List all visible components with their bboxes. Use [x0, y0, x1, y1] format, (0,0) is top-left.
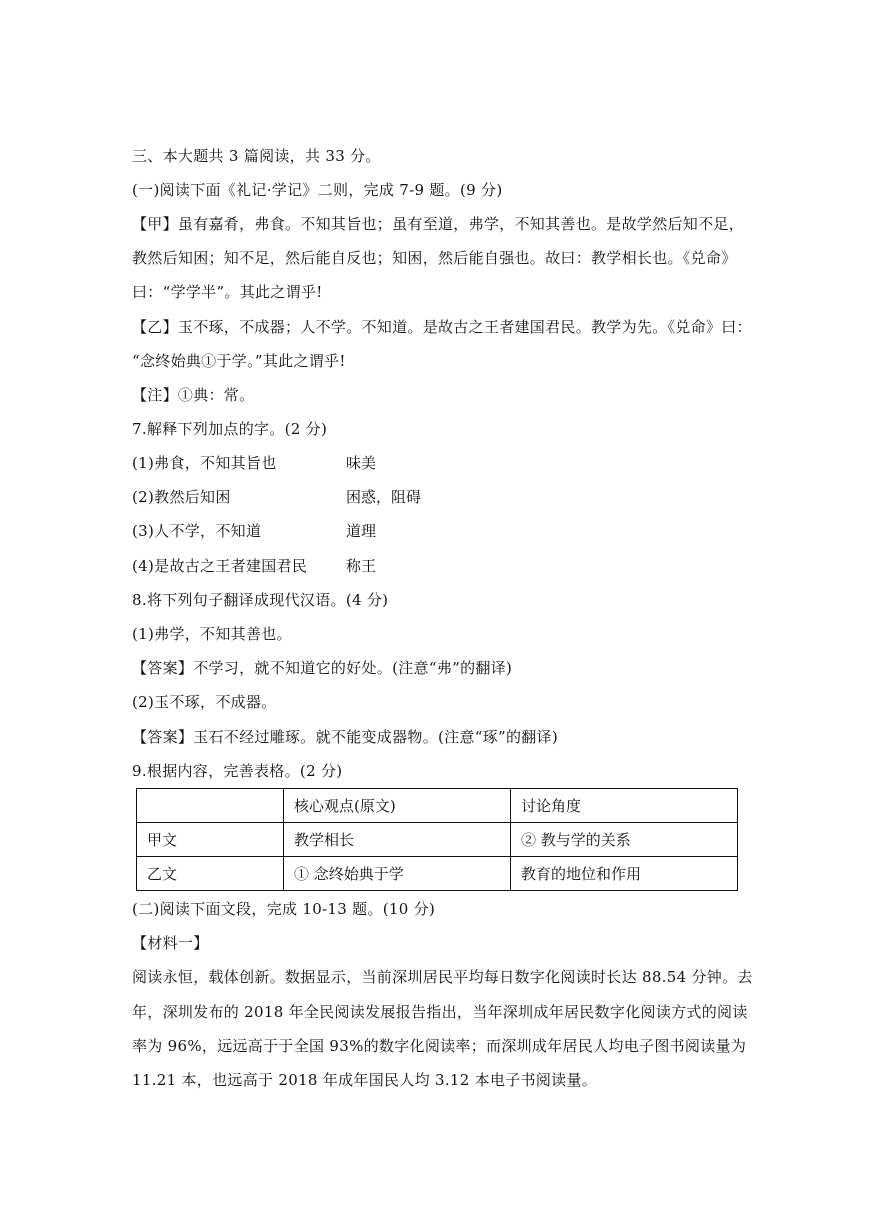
q7-item-answer: 困惑，阻碍 [346, 488, 422, 506]
q7-item-text: (1)弗食，不知其旨也 [132, 454, 277, 472]
table-cell: ① 念终始典于学 [284, 857, 511, 891]
question-9-stem: 9.根据内容，完善表格。(2 分) [132, 762, 343, 780]
passage-jia-line: 教然后知困；知不足，然后能自反也；知困，然后能自强也。故曰：教学相长也。《兑命》 [132, 249, 737, 267]
table-header-cell: 讨论角度 [511, 789, 738, 823]
part1-intro: (一)阅读下面《礼记·学记》二则，完成 7-9 题。(9 分) [132, 181, 503, 199]
table-row [137, 857, 738, 891]
material1-line: 年，深圳发布的 2018 年全民阅读发展报告指出，当年深圳成年居民数字化阅读方式的阅读 [132, 1003, 748, 1021]
table-cell: 乙文 [137, 857, 284, 891]
q7-item-text: (2)教然后知困 [132, 488, 231, 506]
table-header-row [137, 789, 738, 823]
part2-intro: (二)阅读下面文段，完成 10-13 题。(10 分) [132, 900, 436, 918]
material1-title: 【材料一】 [132, 934, 209, 952]
material1-line: 率为 96%，远远高于于全国 93%的数字化阅读率；而深圳成年居民人均电子图书阅读量为 [132, 1037, 747, 1055]
material1-line: 阅读永恒，载体创新。数据显示，当前深圳居民平均每日数字化阅读时长达 88.54 分钟。去 [132, 968, 753, 986]
q7-item-answer: 称王 [346, 557, 377, 575]
q7-item-text: (3)人不学，不知道 [132, 522, 262, 540]
q8-sentence: (1)弗学，不知其善也。 [132, 625, 292, 643]
table-cell: 教学相长 [284, 823, 511, 857]
table-cell: 教育的地位和作用 [511, 857, 738, 891]
q8-answer: 【答案】玉石不经过雕琢。就不能变成器物。(注意“琢”的翻译) [132, 728, 559, 746]
table-header-cell: 核心观点(原文) [284, 789, 511, 823]
passage-yi-line: “念终始典①于学。”其此之谓乎! [132, 352, 346, 370]
passage-jia-line: 曰：“学学半”。其此之谓乎! [132, 283, 323, 301]
annotation-note: 【注】①典：常。 [132, 386, 255, 404]
section-title: 三、本大题共 3 篇阅读，共 33 分。 [132, 147, 381, 165]
passage-jia-line: 【甲】虽有嘉肴，弗食。不知其旨也；虽有至道，弗学，不知其善也。是故学然后知不足， [132, 215, 745, 233]
table-header-cell [137, 789, 284, 823]
passage-yi-line: 【乙】玉不琢，不成器；人不学。不知道。是故古之王者建国君民。教学为先。《兑命》曰： [132, 318, 752, 336]
table-row [137, 823, 738, 857]
q7-item-answer: 道理 [346, 522, 377, 540]
q7-item-answer: 味美 [346, 454, 377, 472]
question-7-stem: 7.解释下列加点的字。(2 分) [132, 420, 328, 438]
q9-table [136, 788, 738, 891]
q8-answer: 【答案】不学习，就不知道它的好处。(注意“弗”的翻译) [132, 659, 513, 677]
question-8-stem: 8.将下列句子翻译成现代汉语。(4 分) [132, 591, 389, 609]
material1-line: 11.21 本，也远高于 2018 年成年国民人均 3.12 本电子书阅读量。 [132, 1071, 598, 1089]
table-cell: ② 教与学的关系 [511, 823, 738, 857]
q7-item-text: (4)是故古之王者建国君民 [132, 557, 308, 575]
q8-sentence: (2)玉不琢，不成器。 [132, 693, 277, 711]
table-cell: 甲文 [137, 823, 284, 857]
